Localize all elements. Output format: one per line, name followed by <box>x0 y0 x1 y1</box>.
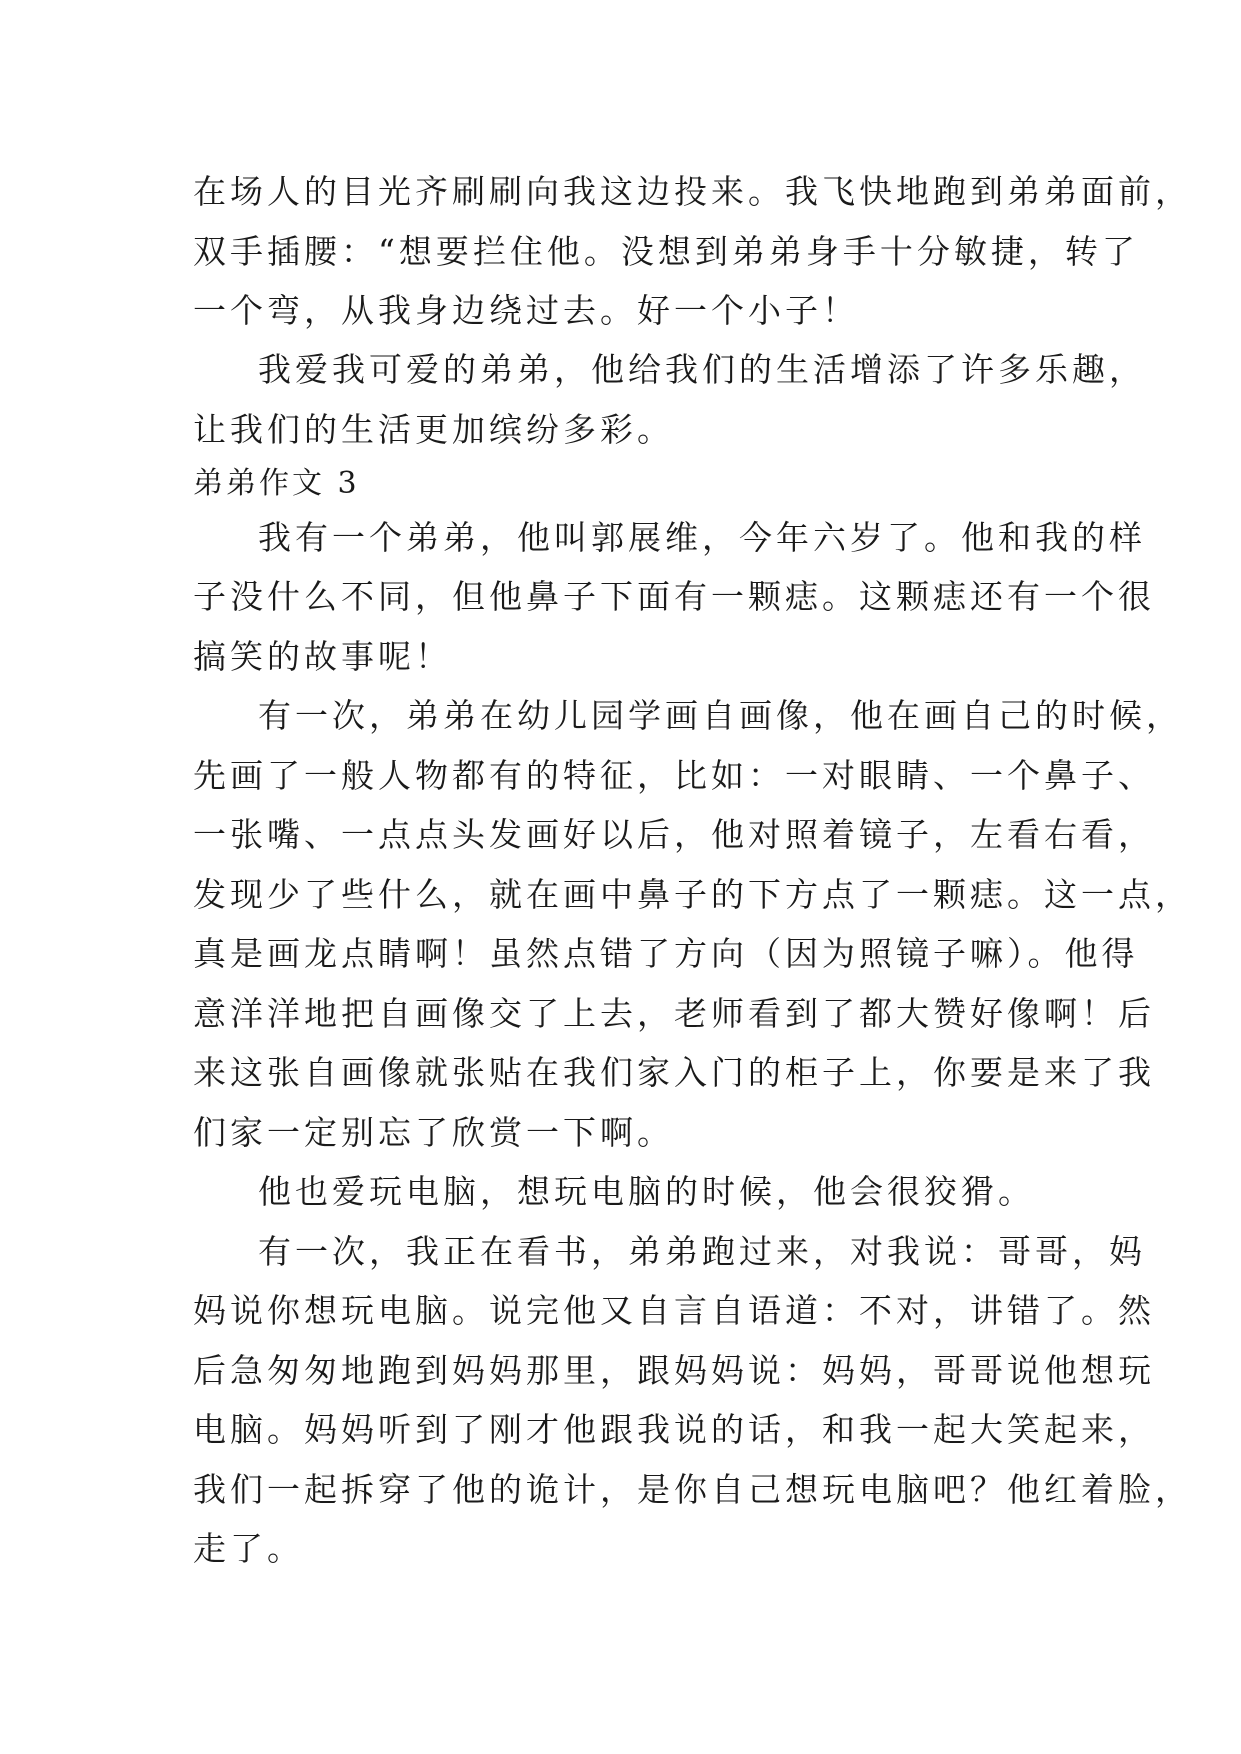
section-heading: 弟弟作文 3 <box>193 466 360 501</box>
text-line: 我爱我可爱的弟弟，他给我们的生活增添了许多乐趣， <box>258 350 1146 389</box>
text-line: 真是画龙点睛啊！虽然点错了方向（因为照镜子嘛）。他得 <box>193 934 1139 973</box>
text-line: 一张嘴、一点点头发画好以后，他对照着镜子，左看右看， <box>193 815 1155 854</box>
text-line: 他也爱玩电脑，想玩电脑的时候，他会很狡猾。 <box>258 1172 1035 1211</box>
text-line: 让我们的生活更加缤纷多彩。 <box>193 410 674 449</box>
text-line: 们家一定别忘了欣赏一下啊。 <box>193 1113 674 1152</box>
text-line: 先画了一般人物都有的特征，比如：一对眼睛、一个鼻子、 <box>193 756 1155 795</box>
text-line: 妈说你想玩电脑。说完他又自言自语道：不对，讲错了。然 <box>193 1291 1155 1330</box>
text-line: 意洋洋地把自画像交了上去，老师看到了都大赞好像啊！后 <box>193 994 1155 1033</box>
text-line: 搞笑的故事呢！ <box>193 637 452 676</box>
text-line: 来这张自画像就张贴在我们家入门的柜子上，你要是来了我 <box>193 1053 1155 1092</box>
text-line: 双手插腰：“想要拦住他。没想到弟弟身手十分敏捷，转了 <box>193 232 1139 271</box>
text-line: 有一次，弟弟在幼儿园学画自画像，他在画自己的时候， <box>258 696 1183 735</box>
text-line: 发现少了些什么，就在画中鼻子的下方点了一颗痣。这一点， <box>193 875 1192 914</box>
text-line: 有一次，我正在看书，弟弟跑过来，对我说：哥哥，妈 <box>258 1232 1146 1271</box>
text-line: 我有一个弟弟，他叫郭展维，今年六岁了。他和我的样 <box>258 518 1146 557</box>
text-line: 我们一起拆穿了他的诡计，是你自己想玩电脑吧？他红着脸， <box>193 1470 1192 1509</box>
text-line: 电脑。妈妈听到了刚才他跟我说的话，和我一起大笑起来， <box>193 1410 1155 1449</box>
text-line: 在场人的目光齐刷刷向我这边投来。我飞快地跑到弟弟面前， <box>193 172 1192 211</box>
text-line: 后急匆匆地跑到妈妈那里，跟妈妈说：妈妈，哥哥说他想玩 <box>193 1351 1155 1390</box>
text-line: 走了。 <box>193 1529 304 1568</box>
text-line: 子没什么不同，但他鼻子下面有一颗痣。这颗痣还有一个很 <box>193 577 1155 616</box>
text-line: 一个弯，从我身边绕过去。好一个小子！ <box>193 291 859 330</box>
